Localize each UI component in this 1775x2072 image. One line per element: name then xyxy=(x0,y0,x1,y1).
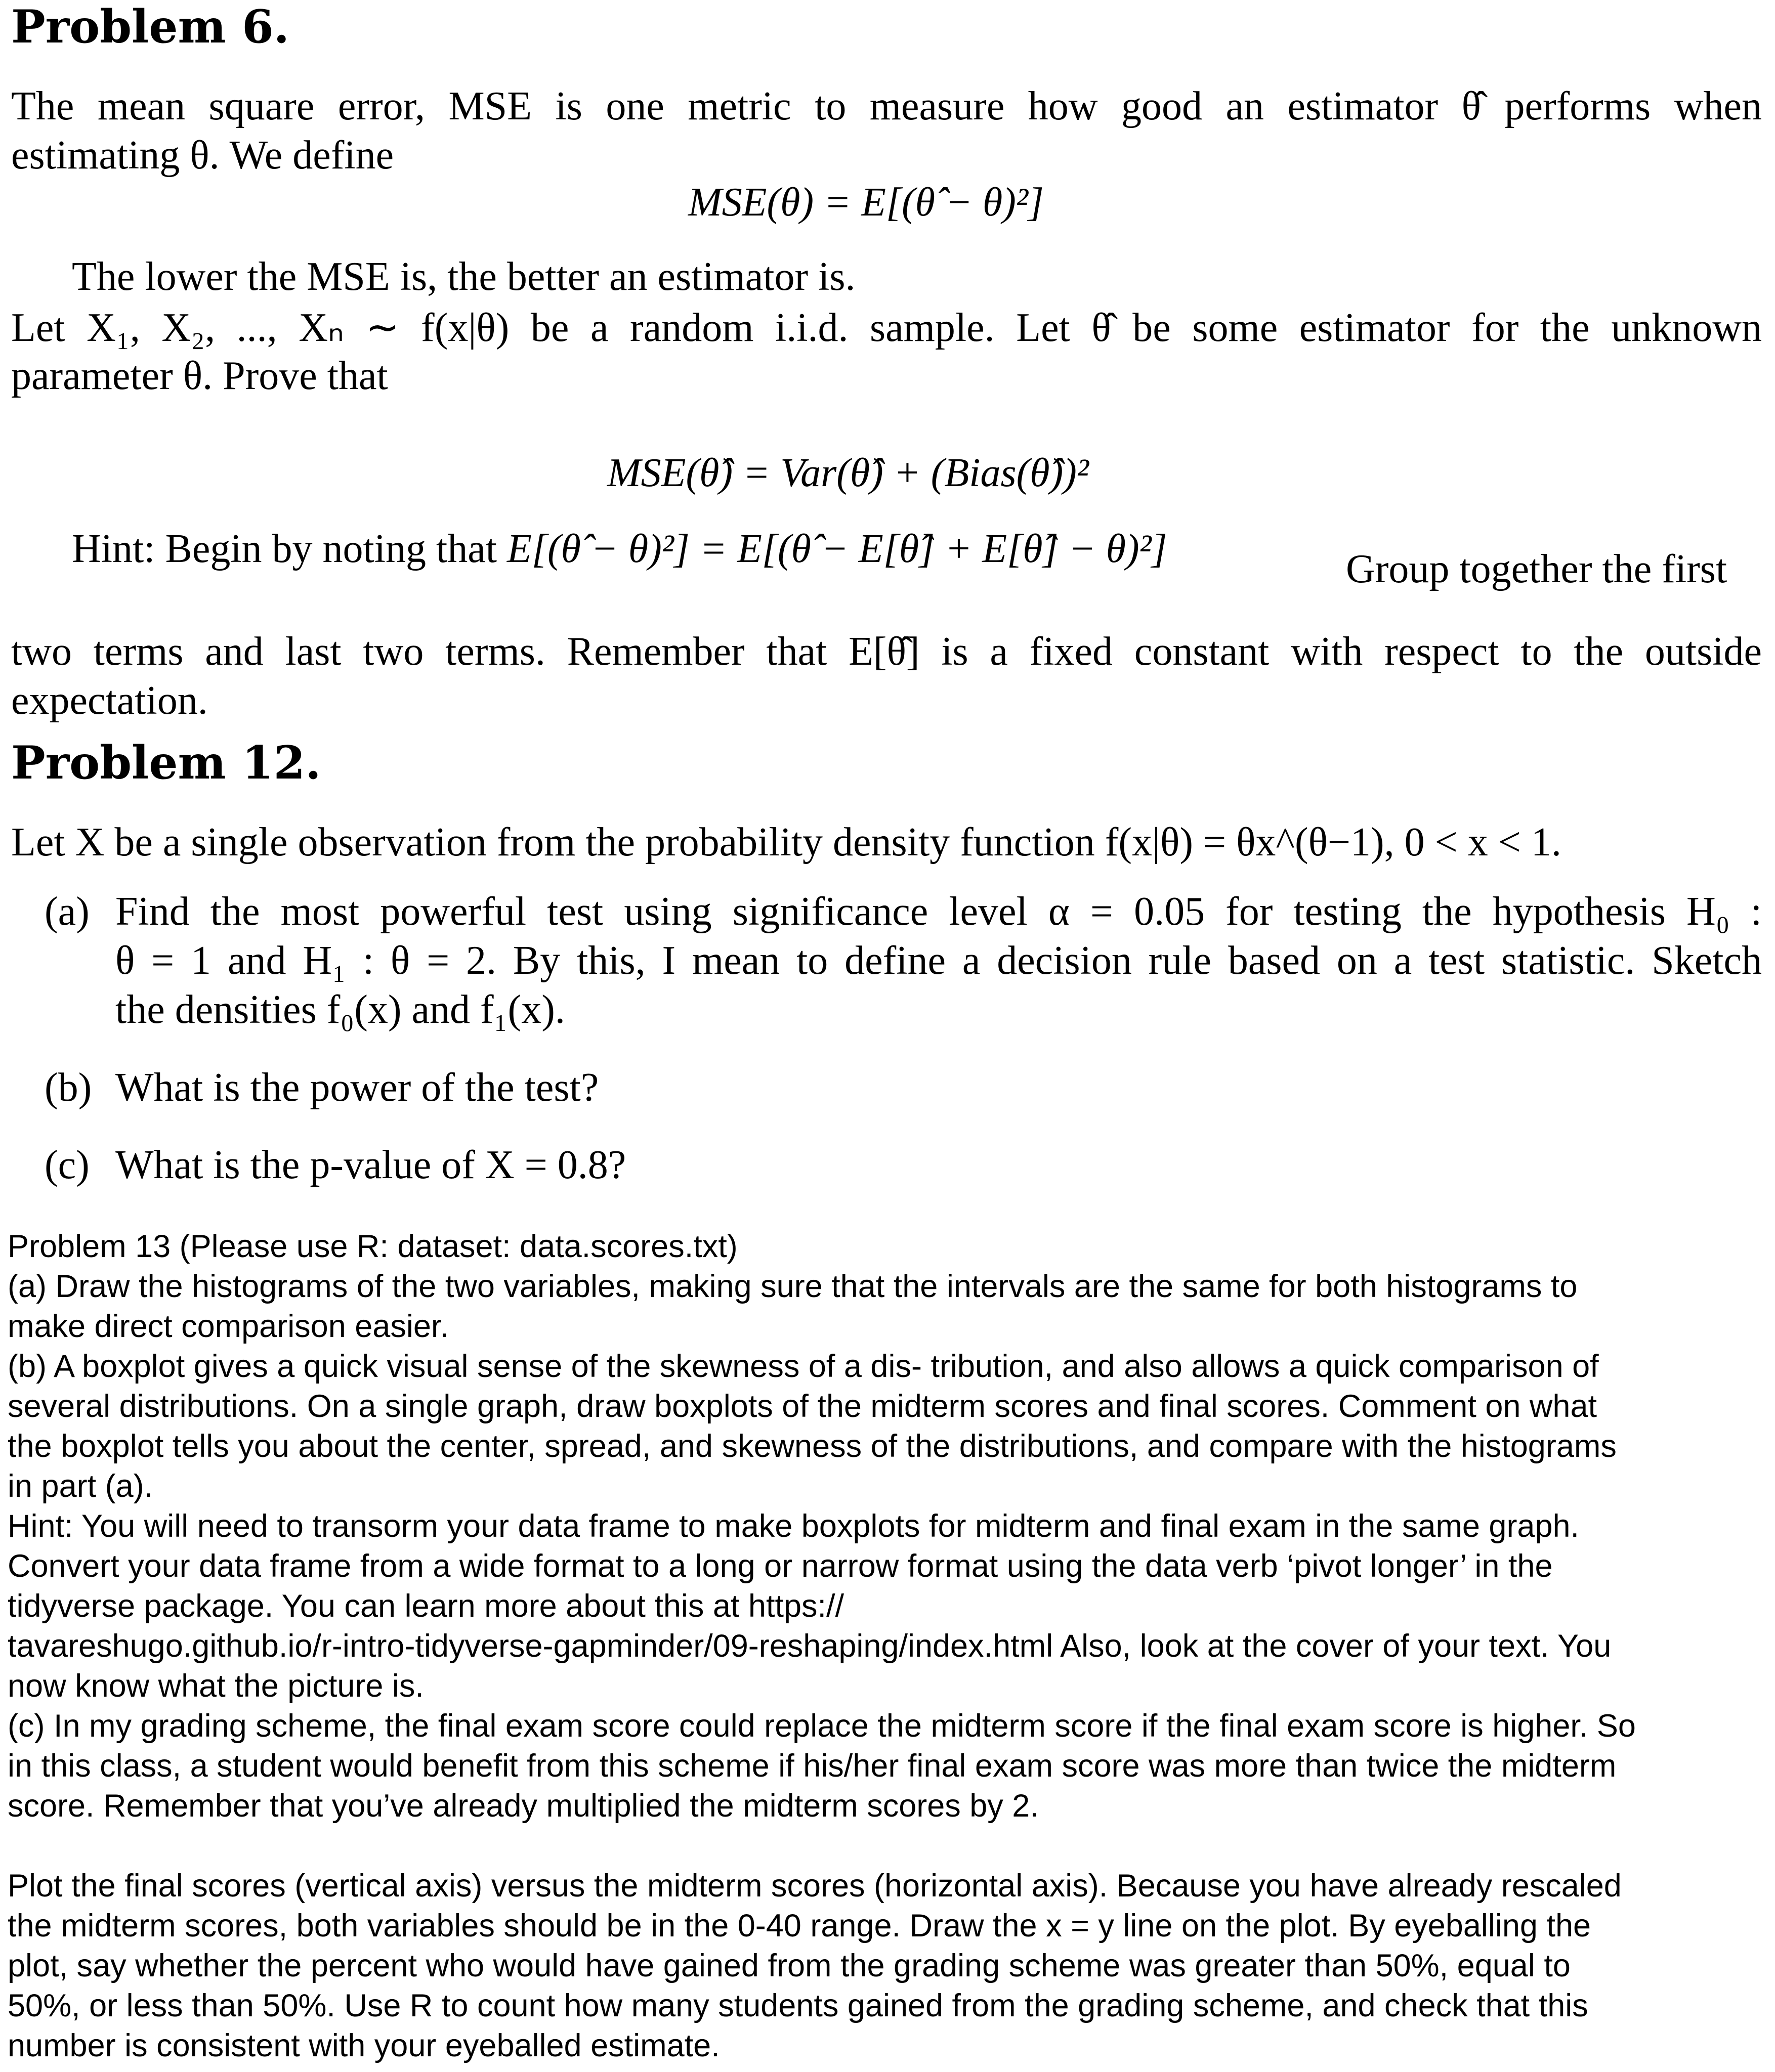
problem13-line: score. Remember that you’ve already multiplied the midterm scores by 2. xyxy=(8,1788,1039,1824)
hint-lhs-expression: E[(θ̂ − θ)²] xyxy=(506,527,690,571)
problem13-line: (a) Draw the histograms of the two variables, making sure that the intervals are the same for both histograms to xyxy=(8,1269,1578,1304)
problem13-line: the boxplot tells you about the center, spread, and skewness of the distributions, and compare with the histograms xyxy=(8,1429,1617,1464)
problem6-intro-line2: estimating θ. We define xyxy=(11,133,394,178)
problem13-line: (c) In my grading scheme, the final exam score could replace the midterm score if the final exam score is higher. So xyxy=(8,1708,1636,1744)
hint-line1 xyxy=(72,526,1167,572)
problem13-line: Problem 13 (Please use R: dataset: data.scores.txt) xyxy=(8,1229,738,1264)
problem13-line: 50%, or less than 50%. Use R to count how many students gained from the grading scheme, and check that this xyxy=(8,1988,1588,2023)
problem13-line: tidyverse package. You can learn more about this at https:// xyxy=(8,1588,844,1624)
problem13-line: (b) A boxplot gives a quick visual sense of the skewness of a dis- tribution, and also allows a quick comparison of xyxy=(8,1349,1599,1384)
part-b-text: What is the power of the test? xyxy=(115,1065,599,1110)
problem12-heading: Problem 12. xyxy=(11,736,321,790)
problem13-line: Hint: You will need to transorm your data frame to make boxplots for midterm and final exam in the same graph. xyxy=(8,1508,1580,1544)
mse-decomposition-equation: MSE(θ̂) = Var(θ̂) + (Bias(θ̂))² xyxy=(607,451,1089,495)
part-c-label: (c) xyxy=(45,1143,90,1187)
problem13-line: now know what the picture is. xyxy=(8,1668,424,1704)
part-a-line3: the densities f₀(x) and f₁(x). xyxy=(115,987,565,1032)
problem13-line: make direct comparison easier. xyxy=(8,1309,449,1344)
problem6-let-line1: Let X₁, X₂, ..., Xₙ ∼ f(x|θ) be a random i.i.d. sample. Let θ̂ be some estimator for the unknown xyxy=(11,306,1762,350)
part-c-text: What is the p-value of X = 0.8? xyxy=(115,1143,626,1187)
problem13-line: the midterm scores, both variables should be in the 0-40 range. Draw the x = y line on the plot. By eyeballing the xyxy=(8,1908,1591,1944)
problem13-line: Plot the final scores (vertical axis) versus the midterm scores (horizontal axis). Because you have already rescaled xyxy=(8,1868,1622,1904)
problem13-line: in part (a). xyxy=(8,1469,153,1504)
problem13-blank-line xyxy=(8,1828,1768,1868)
problem13-line: in this class, a student would benefit from this scheme if his/her final exam score was more than twice the midterm xyxy=(8,1748,1617,1784)
problem6-let-line2: parameter θ. Prove that xyxy=(11,354,388,398)
part-a-line2: θ = 1 and H₁ : θ = 2. By this, I mean to define a decision rule based on a test statistic. Sketch xyxy=(115,938,1762,983)
problem13-line: several distributions. On a single graph, draw boxplots of the midterm scores and final scores. Comment on what xyxy=(8,1389,1597,1424)
problem13-line: Convert your data frame from a wide format to a long or narrow format using the data verb ‘pivot longer’ in the xyxy=(8,1548,1553,1584)
hint-rhs-expression: = E[(θ̂ − E[θ̂] + E[θ̂] − θ)²] xyxy=(699,527,1167,571)
mse-definition-equation: MSE(θ) = E[(θ̂ − θ)²] xyxy=(688,180,1044,225)
hint-suffix: Group together the first xyxy=(1346,547,1727,591)
problem13-line: tavareshugo.github.io/r-intro-tidyverse-gapminder/09-reshaping/index.html Also, look at the cover of your text. You xyxy=(8,1628,1612,1664)
problem6-heading: Problem 6. xyxy=(11,0,290,54)
problem13-block xyxy=(8,1228,1768,2067)
problem6-lower-line: The lower the MSE is, the better an estimator is. xyxy=(72,254,856,299)
hint-prefix: Hint: Begin by noting that xyxy=(72,527,497,571)
problem13-line: plot, say whether the percent who would have gained from the grading scheme was greater than 50%, equal to xyxy=(8,1948,1571,1983)
problem13-line: number is consistent with your eyeballed estimate. xyxy=(8,2028,720,2063)
part-b-label: (b) xyxy=(45,1065,92,1110)
part-a-label: (a) xyxy=(45,889,90,934)
problem12-intro: Let X be a single observation from the probability density function f(x|θ) = θx^(θ−1), 0 < x < 1. xyxy=(11,820,1561,865)
hint-line3: expectation. xyxy=(11,678,208,723)
part-a-line1: Find the most powerful test using significance level α = 0.05 for testing the hypothesis H₀ : xyxy=(115,889,1762,934)
problem6-intro-line1: The mean square error, MSE is one metric to measure how good an estimator θ̂ performs when xyxy=(11,84,1762,128)
hint-line2: two terms and last two terms. Remember that E[θ̂] is a fixed constant with respect to the outside xyxy=(11,629,1762,674)
